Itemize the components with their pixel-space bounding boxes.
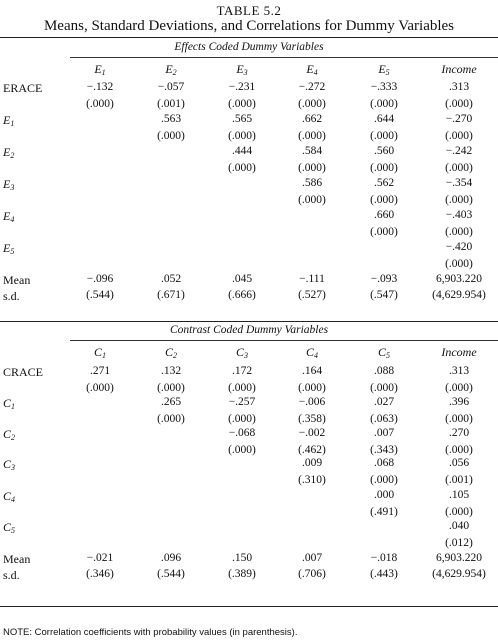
- correlation-value: .560: [373, 145, 395, 157]
- p-value: (.000): [445, 98, 473, 110]
- p-value: (.000): [370, 382, 398, 394]
- label-subscript: 4: [10, 215, 15, 224]
- correlation-value: −.354: [445, 177, 473, 189]
- mean-value: 6,903.220: [436, 552, 482, 564]
- correlation-value: .565: [231, 113, 253, 125]
- label-subscript: 2: [173, 351, 177, 360]
- p-value: (.000): [445, 162, 473, 174]
- label-base: E: [94, 62, 102, 76]
- section-title-rule: [70, 57, 498, 58]
- mean-value: −.093: [370, 273, 398, 285]
- p-value: (.000): [445, 413, 473, 425]
- correlation-value: .007: [373, 427, 395, 439]
- row-label: [3, 489, 15, 504]
- p-value: (.001): [157, 98, 185, 110]
- label-base: ERACE: [3, 81, 43, 95]
- p-value: (.000): [298, 130, 326, 142]
- sd-value: (.527): [298, 289, 326, 301]
- section-title-rule: [70, 340, 498, 341]
- correlation-value: −.231: [228, 81, 256, 93]
- correlation-value: .040: [448, 520, 470, 532]
- label-subscript: 5: [386, 351, 390, 360]
- label-base: E: [3, 209, 11, 223]
- correlation-value: −.057: [157, 81, 185, 93]
- correlation-value: .313: [448, 81, 470, 93]
- correlation-value: .271: [89, 365, 111, 377]
- mean-value: .045: [231, 273, 253, 285]
- sd-value: (.389): [228, 568, 256, 580]
- table-title: Means, Standard Deviations, and Correlations for Dummy Variables: [43, 18, 455, 34]
- correlation-value: −.272: [298, 81, 326, 93]
- sd-value: (4,629.954): [432, 289, 486, 301]
- correlation-value: −.333: [370, 81, 398, 93]
- column-header: [282, 62, 342, 77]
- correlation-value: .660: [373, 209, 395, 221]
- section-title: Contrast Coded Dummy Variables: [169, 324, 329, 336]
- p-value: (.000): [370, 226, 398, 238]
- section-title: Effects Coded Dummy Variables: [174, 41, 324, 53]
- correlation-value: .132: [160, 365, 182, 377]
- mean-value: −.096: [86, 273, 114, 285]
- p-value: (.012): [445, 537, 473, 549]
- sd-value: (.544): [157, 568, 185, 580]
- correlation-value: .009: [301, 457, 323, 469]
- p-value: (.000): [445, 130, 473, 142]
- label-subscript: 3: [243, 68, 248, 77]
- correlation-value: .644: [373, 113, 395, 125]
- label-subscript: 4: [313, 68, 318, 77]
- label-base: C: [3, 520, 12, 534]
- label-base: C: [3, 489, 12, 503]
- label-subscript: 3: [10, 183, 15, 192]
- label-base: C: [3, 427, 12, 441]
- label-base: C: [377, 345, 386, 359]
- row-label: [3, 113, 14, 128]
- p-value: (.000): [298, 382, 326, 394]
- mean-value: .096: [160, 552, 182, 564]
- p-value: (.000): [228, 413, 256, 425]
- p-value: (.000): [228, 162, 256, 174]
- sd-value: (.666): [228, 289, 256, 301]
- correlation-value: −.420: [445, 241, 473, 253]
- mean-value: 6,903.220: [436, 273, 482, 285]
- label-subscript: 2: [10, 151, 15, 160]
- row-label: [3, 457, 15, 472]
- mean-value: −.111: [299, 273, 325, 285]
- correlation-value: .105: [448, 489, 470, 501]
- label-base: C: [305, 345, 314, 359]
- p-value: (.000): [370, 474, 398, 486]
- mean-label: Mean: [3, 273, 31, 287]
- correlation-value: .088: [373, 365, 395, 377]
- label-base: E: [236, 62, 244, 76]
- row-label: [3, 520, 15, 535]
- label-subscript: 5: [385, 68, 390, 77]
- correlation-value: −.006: [298, 396, 326, 408]
- sd-value: (.547): [370, 289, 398, 301]
- mean-value: −.021: [86, 552, 114, 564]
- row-label: [3, 396, 15, 411]
- mean-value: −.018: [370, 552, 398, 564]
- correlation-value: .662: [301, 113, 323, 125]
- label-subscript: 3: [244, 351, 248, 360]
- p-value: (.000): [370, 194, 398, 206]
- p-value: (.358): [298, 413, 326, 425]
- sd-value: (4,629.954): [432, 568, 486, 580]
- column-header: [424, 345, 494, 360]
- label-subscript: 4: [11, 495, 16, 504]
- label-subscript: 2: [172, 68, 177, 77]
- section-rule: [0, 321, 498, 322]
- label-subscript: 4: [314, 351, 318, 360]
- p-value: (.310): [298, 474, 326, 486]
- p-value: (.000): [445, 194, 473, 206]
- column-header: [354, 62, 414, 77]
- correlation-value: .068: [373, 457, 395, 469]
- column-header: [70, 345, 130, 360]
- p-value: (.001): [445, 474, 473, 486]
- p-value: (.462): [298, 444, 326, 456]
- p-value: (.000): [445, 506, 473, 518]
- column-header: [354, 345, 414, 360]
- column-header: [212, 62, 272, 77]
- p-value: (.343): [370, 444, 398, 456]
- p-value: (.000): [157, 382, 185, 394]
- label-base: C: [164, 345, 173, 359]
- p-value: (.063): [370, 413, 398, 425]
- correlation-value: .396: [448, 396, 470, 408]
- table-note: NOTE: Correlation coefficients with probability values (in parenthesis).: [3, 627, 298, 638]
- label-base: E: [3, 177, 11, 191]
- column-header: [141, 345, 201, 360]
- row-label: [3, 427, 15, 442]
- correlation-value: .584: [301, 145, 323, 157]
- sd-label: s.d.: [3, 568, 20, 582]
- label-base: C: [93, 345, 102, 359]
- mean-value: .007: [301, 552, 323, 564]
- p-value: (.000): [228, 444, 256, 456]
- label-base: E: [3, 145, 11, 159]
- label-subscript: 5: [11, 526, 16, 535]
- sd-value: (.544): [86, 289, 114, 301]
- row-label: [3, 365, 43, 380]
- correlation-value: .562: [373, 177, 395, 189]
- p-value: (.491): [370, 506, 398, 518]
- column-header: [212, 345, 272, 360]
- label-subscript: 5: [10, 247, 15, 256]
- sd-value: (.671): [157, 289, 185, 301]
- label-subscript: 1: [10, 119, 15, 128]
- correlation-value: .313: [448, 365, 470, 377]
- correlation-value: .444: [231, 145, 253, 157]
- correlation-value: .000: [373, 489, 395, 501]
- p-value: (.000): [228, 130, 256, 142]
- p-value: (.000): [228, 98, 256, 110]
- correlation-value: −.132: [86, 81, 114, 93]
- label-subscript: 2: [11, 433, 16, 442]
- row-label: [3, 241, 14, 256]
- correlation-value: .056: [448, 457, 470, 469]
- column-header: [424, 62, 494, 77]
- mean-value: .150: [231, 552, 253, 564]
- p-value: (.000): [86, 382, 114, 394]
- row-label: [3, 81, 42, 96]
- sd-value: (.346): [86, 568, 114, 580]
- table-label: TABLE 5.2: [216, 3, 282, 18]
- label-base: Income: [441, 62, 477, 76]
- p-value: (.000): [445, 258, 473, 270]
- label-subscript: 3: [11, 463, 16, 472]
- label-base: E: [378, 62, 386, 76]
- label-base: E: [3, 241, 11, 255]
- label-base: C: [3, 457, 12, 471]
- correlation-value: .586: [301, 177, 323, 189]
- label-subscript: 1: [11, 402, 16, 411]
- sd-value: (.706): [298, 568, 326, 580]
- correlation-value: .172: [231, 365, 253, 377]
- p-value: (.000): [157, 413, 185, 425]
- correlation-value: .164: [301, 365, 323, 377]
- correlation-value: −.002: [298, 427, 326, 439]
- column-header: [141, 62, 201, 77]
- label-subscript: 1: [101, 68, 106, 77]
- p-value: (.000): [86, 98, 114, 110]
- correlation-value: .027: [373, 396, 395, 408]
- label-base: E: [306, 62, 314, 76]
- p-value: (.000): [157, 130, 185, 142]
- label-base: Income: [441, 345, 477, 359]
- row-label: [3, 145, 14, 160]
- label-subscript: 1: [102, 351, 106, 360]
- p-value: (.000): [298, 162, 326, 174]
- correlation-value: −.242: [445, 145, 473, 157]
- label-base: E: [3, 113, 11, 127]
- mean-value: .052: [160, 273, 182, 285]
- mean-label: Mean: [3, 552, 31, 566]
- label-base: C: [235, 345, 244, 359]
- column-header: [282, 345, 342, 360]
- correlation-value: −.403: [445, 209, 473, 221]
- p-value: (.000): [370, 130, 398, 142]
- section-rule: [0, 37, 498, 38]
- correlation-value: −.068: [228, 427, 256, 439]
- correlation-value: .563: [160, 113, 182, 125]
- sd-value: (.443): [370, 568, 398, 580]
- p-value: (.000): [298, 98, 326, 110]
- correlation-value: −.257: [228, 396, 256, 408]
- row-label: [3, 209, 14, 224]
- p-value: (.000): [370, 98, 398, 110]
- correlation-value: .270: [448, 427, 470, 439]
- p-value: (.000): [298, 194, 326, 206]
- table-bottom-rule: [0, 606, 498, 607]
- column-header: [70, 62, 130, 77]
- label-base: E: [165, 62, 173, 76]
- p-value: (.000): [228, 382, 256, 394]
- label-base: C: [3, 396, 12, 410]
- sd-label: s.d.: [3, 289, 20, 303]
- p-value: (.000): [370, 162, 398, 174]
- correlation-value: .265: [160, 396, 182, 408]
- p-value: (.000): [445, 444, 473, 456]
- row-label: [3, 177, 14, 192]
- correlation-value: −.270: [445, 113, 473, 125]
- p-value: (.000): [445, 382, 473, 394]
- label-base: CRACE: [3, 365, 44, 379]
- p-value: (.000): [445, 226, 473, 238]
